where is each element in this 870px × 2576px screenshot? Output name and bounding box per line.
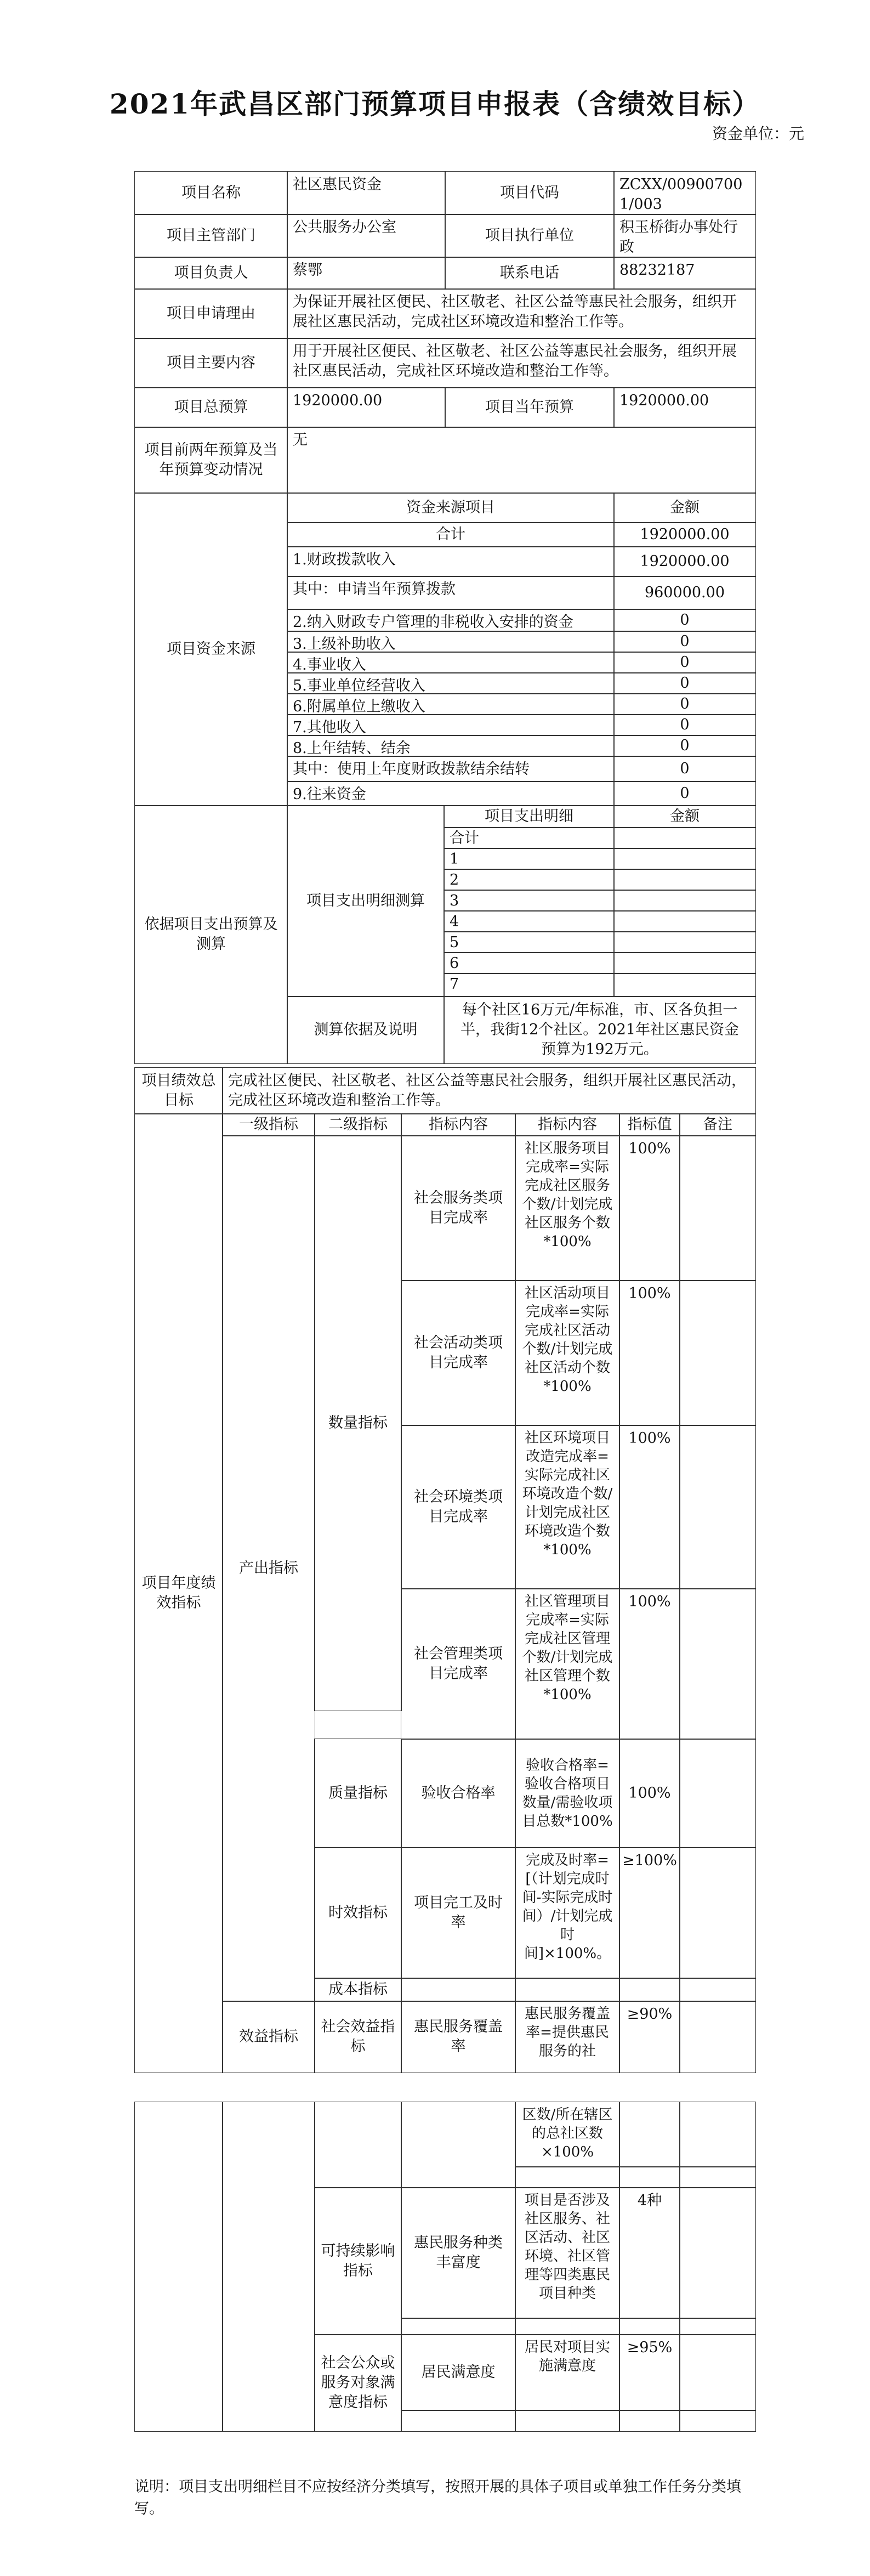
detail-row-amount [613, 869, 756, 891]
spacer-cell [679, 2318, 756, 2335]
cost-cell [619, 1978, 680, 2002]
indicator-value: 100% [619, 1739, 680, 1848]
funding-row-label: 2.纳入财政专户管理的非税收入安排的资金 [287, 609, 615, 632]
indicator-desc: 社区管理项目完成率=实际完成社区管理个数/计划完成社区管理个数*100% [515, 1588, 620, 1740]
indicator-desc: 完成及时率=[（计划完成时间-实际完成时间）/计划完成时间]×100%。 [515, 1847, 620, 1979]
owner-label: 项目负责人 [134, 257, 288, 290]
annual-label: 项目年度绩效指标 [134, 1113, 223, 2073]
detail-row: 2 [443, 869, 615, 891]
indicator-value: 100% [619, 1280, 680, 1426]
funding-row-label: 其中：申请当年预算拨款 [287, 576, 615, 610]
spacer-cell [679, 2166, 756, 2188]
phone-value: 88232187 [613, 257, 756, 290]
cost-label: 成本指标 [314, 1978, 402, 2002]
detail-row: 1 [443, 848, 615, 870]
indicator-desc: 居民对项目实施满意度 [515, 2334, 620, 2411]
goal-value: 完成社区便民、社区敬老、社区公益等惠民社会服务，组织开展社区惠民活动，完成社区环境改造和整治工作等。 [222, 1067, 756, 1114]
funding-row-label: 其中：使用上年度财政拨款结余结转 [287, 756, 615, 782]
indicator-value: 100% [619, 1135, 680, 1281]
header-index: 指标内容 [515, 1113, 620, 1136]
spacer-cell [401, 2410, 516, 2432]
detail-row-amount [613, 890, 756, 911]
detail-row: 3 [443, 890, 615, 911]
year-value: 1920000.00 [613, 387, 756, 428]
cost-cell [679, 1978, 756, 2002]
indicator-value: ≥100% [619, 1847, 680, 1979]
indicator-remark [679, 2102, 756, 2167]
funding-row-label: 1.财政拨款收入 [287, 546, 615, 577]
indicator-remark [679, 1280, 756, 1426]
indicator-desc: 项目是否涉及社区服务、社区活动、社区环境、社区管理等四类惠民项目种类 [515, 2187, 620, 2319]
dept-label: 项目主管部门 [134, 214, 288, 258]
header-remark: 备注 [679, 1113, 756, 1136]
exec-label: 项目执行单位 [445, 214, 615, 258]
detail-row-amount [613, 973, 756, 997]
indicator-name: 社会环境类项目完成率 [401, 1425, 516, 1589]
funding-row-label: 6.附属单位上缴收入 [287, 693, 615, 715]
funding-section-label: 项目资金来源 [134, 492, 288, 806]
detail-col-header: 项目支出明细 [443, 805, 615, 828]
owner-value: 蔡鄂 [287, 257, 446, 290]
reason-value: 为保证开展社区便民、社区敬老、社区公益等惠民社会服务，组织开展社区惠民活动，完成社区环境改造和整治工作等。 [287, 288, 756, 339]
indicator-name: 验收合格率 [401, 1739, 516, 1848]
funding-row-label: 3.上级补助收入 [287, 631, 615, 653]
funding-row-label: 7.其他收入 [287, 714, 615, 736]
indicator-name: 社会服务类项目完成率 [401, 1135, 516, 1281]
funding-row-label: 9.往来资金 [287, 781, 615, 806]
detail-row-amount [613, 910, 756, 932]
indicator-desc: 社区环境项目改造完成率=实际完成社区环境改造个数/计划完成社区环境改造个数*100% [515, 1425, 620, 1589]
satisfaction-label: 社会公众或服务对象满意度指标 [314, 2334, 402, 2432]
page-title: 2021年武昌区部门预算项目申报表（含绩效目标） [109, 88, 761, 120]
indicator-value: 100% [619, 1425, 680, 1589]
detail-col-amount: 金额 [613, 805, 756, 828]
header-l2: 二级指标 [314, 1113, 402, 1136]
expenditure-section-label: 依据项目支出预算及测算 [134, 805, 288, 1064]
detail-label: 项目支出明细测算 [287, 805, 445, 997]
funding-total-amount: 1920000.00 [613, 522, 756, 547]
spacer-cell [515, 2166, 620, 2188]
cost-cell [401, 1978, 516, 2002]
funding-row-amount: 960000.00 [613, 576, 756, 610]
funding-row-label: 5.事业单位经营收入 [287, 672, 615, 694]
currency-unit: 资金单位：元 [712, 124, 804, 143]
content-label: 项目主要内容 [134, 338, 288, 388]
name-label: 项目名称 [134, 171, 288, 215]
indicator-name: 居民满意度 [401, 2334, 516, 2411]
funding-row-label: 4.事业收入 [287, 652, 615, 673]
indicator-remark [679, 1425, 756, 1589]
indicator-value: 100% [619, 1588, 680, 1740]
reason-label: 项目申请理由 [134, 288, 288, 339]
spacer-cell [619, 2410, 680, 2432]
sustain-label: 可持续影响指标 [314, 2187, 402, 2335]
dept-value: 公共服务办公室 [287, 214, 446, 258]
detail-row-amount [613, 848, 756, 870]
benefit-label: 效益指标 [222, 2001, 315, 2073]
indicator-remark [679, 1588, 756, 1740]
indicator-desc: 区数/所在辖区的总社区数×100% [515, 2102, 620, 2167]
cost-cell [515, 1978, 620, 2002]
indicator-value: 4种 [619, 2187, 680, 2319]
funding-row-amount: 0 [613, 631, 756, 653]
funding-row-amount: 0 [613, 714, 756, 736]
spacer-cell [401, 2318, 516, 2335]
quality-label: 质量指标 [314, 1739, 402, 1848]
goal-label: 项目绩效总目标 [134, 1067, 223, 1114]
indicator-remark [679, 1135, 756, 1281]
funding-col-source: 资金来源项目 [287, 492, 615, 523]
funding-row-amount: 1920000.00 [613, 546, 756, 577]
code-value: ZCXX/009007001/003 [613, 171, 756, 215]
year-label: 项目当年预算 [445, 387, 615, 428]
indicator-remark [679, 1739, 756, 1848]
basis-label: 测算依据及说明 [287, 996, 445, 1064]
phone-label: 联系电话 [445, 257, 615, 290]
change-value: 无 [287, 427, 756, 494]
indicator-desc: 社区活动项目完成率=实际完成社区活动个数/计划完成社区活动个数*100% [515, 1280, 620, 1426]
funding-row-label: 8.上年结转、结余 [287, 735, 615, 757]
detail-row-amount [613, 952, 756, 974]
code-label: 项目代码 [445, 171, 615, 215]
funding-row-amount: 0 [613, 672, 756, 694]
indicator-name: 惠民服务种类丰富度 [401, 2187, 516, 2319]
funding-row-amount: 0 [613, 652, 756, 673]
indicator-value: ≥95% [619, 2334, 680, 2411]
indicator-remark [679, 2187, 756, 2319]
indicator-value [619, 2102, 680, 2167]
l2-continued [314, 2102, 402, 2188]
detail-row: 4 [443, 910, 615, 932]
exec-value: 积玉桥街办事处行政 [613, 214, 756, 258]
funding-row-amount: 0 [613, 735, 756, 757]
indicator-desc: 验收合格率=验收合格项目数量/需验收项目总数*100% [515, 1739, 620, 1848]
detail-row: 5 [443, 931, 615, 953]
output-label: 产出指标 [222, 1135, 315, 2002]
total-label: 项目总预算 [134, 387, 288, 428]
indicator-name: 项目完工及时率 [401, 1847, 516, 1979]
indicator-name: 社会管理类项目完成率 [401, 1588, 516, 1740]
total-value: 1920000.00 [287, 387, 446, 428]
header-l1: 一级指标 [222, 1113, 315, 1136]
indicator-name: 惠民服务覆盖率 [401, 2001, 516, 2073]
spacer-cell [619, 2166, 680, 2188]
spacer-cell [515, 2318, 620, 2335]
name-value: 社区惠民资金 [287, 171, 446, 215]
header-value: 指标值 [619, 1113, 680, 1136]
funding-total-label: 合计 [287, 522, 615, 547]
funding-row-amount: 0 [613, 693, 756, 715]
indicator-desc: 惠民服务覆盖率=提供惠民服务的社 [515, 2001, 620, 2073]
indicator-name: 社会活动类项目完成率 [401, 1280, 516, 1426]
spacer-cell [679, 2410, 756, 2432]
indicator-name [401, 2102, 516, 2188]
spacer-cell [515, 2410, 620, 2432]
funding-row-amount: 0 [613, 756, 756, 782]
l1-continued [222, 2102, 315, 2432]
funding-row-amount: 0 [613, 781, 756, 806]
detail-row: 合计 [443, 827, 615, 849]
spacer-cell [619, 2318, 680, 2335]
annual-continued [134, 2102, 223, 2432]
funding-col-amount: 金额 [613, 492, 756, 523]
basis-value: 每个社区16万元/年标准，市、区各负担一半，我街12个社区。2021年社区惠民资金预算为192万元。 [443, 996, 756, 1064]
indicator-value: ≥90% [619, 2001, 680, 2073]
detail-row-amount [613, 931, 756, 953]
indicator-remark [679, 2001, 756, 2073]
indicator-remark [679, 1847, 756, 1979]
header-content: 指标内容 [401, 1113, 516, 1136]
content-value: 用于开展社区便民、社区敬老、社区公益等惠民社会服务，组织开展社区惠民活动，完成社区环境改造和整治工作等。 [287, 338, 756, 388]
footnote: 说明：项目支出明细栏目不应按经济分类填写，按照开展的具体子项目或单独工作任务分类填写。 [134, 2478, 741, 2517]
funding-row-amount: 0 [613, 609, 756, 632]
quantity-label: 数量指标 [314, 1135, 402, 1711]
detail-row: 6 [443, 952, 615, 974]
change-label: 项目前两年预算及当年预算变动情况 [134, 427, 288, 494]
social-label: 社会效益指标 [314, 2001, 402, 2073]
time-label: 时效指标 [314, 1847, 402, 1979]
detail-row-amount [613, 827, 756, 849]
indicator-remark [679, 2334, 756, 2411]
indicator-desc: 社区服务项目完成率=实际完成社区服务个数/计划完成社区服务个数*100% [515, 1135, 620, 1281]
detail-row: 7 [443, 973, 615, 997]
